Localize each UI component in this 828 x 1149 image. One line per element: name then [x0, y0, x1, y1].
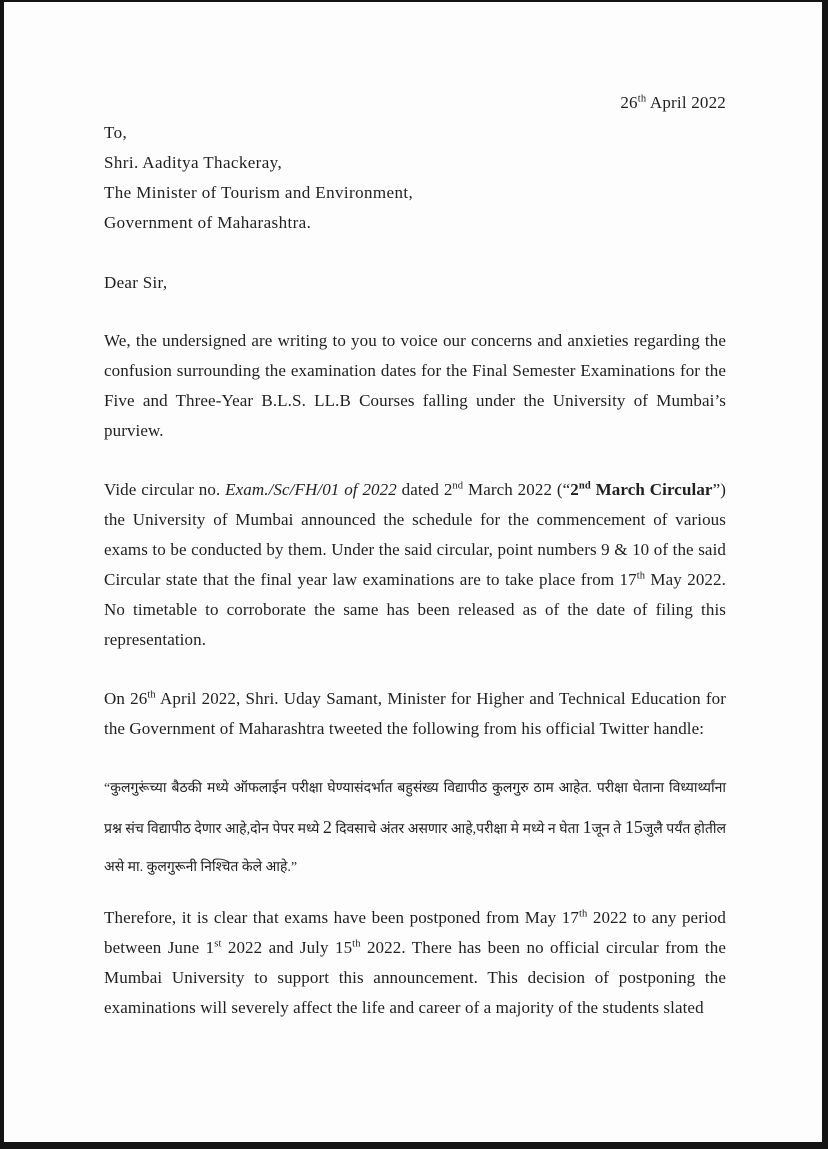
superscript: th	[147, 689, 156, 701]
numeral-segment: 15	[624, 817, 643, 837]
marathi-quote	[104, 770, 726, 887]
text-segment: 2022 to any period between June 1	[104, 908, 726, 957]
text-segment: दिवसाचे अंतर असणार आहे,परीक्षा मे मध्ये न घेता	[331, 822, 583, 837]
bold-superscript: nd	[578, 480, 591, 492]
text-segment: “कुलगुरूंच्या बैठकी मध्ये ऑफलाईन परीक्षा घेण्यासंदर्भात बहुसंख्य विद्यापीठ कुलगुरु ठाम आहेत. परीक्षा घेताना विध्यार्थ्यांना प्रश्न संच विद्यापीठ देणार आहे,दोन पेपर मध्ये	[104, 781, 726, 837]
page-edge-bottom	[0, 1142, 828, 1149]
superscript: th	[636, 570, 646, 582]
superscript: th	[352, 938, 361, 950]
address-line: The Minister of Tourism and Environment,	[104, 183, 414, 202]
paragraph-tweet	[104, 684, 726, 744]
bold-segment: March Circular	[590, 480, 713, 499]
letter-date	[104, 88, 726, 118]
text-segment: April 2022	[646, 93, 726, 112]
text-segment: 2022. There has been no official circular from the Mumbai University to support this announcement. This decision of postponing the examinations will severely affect the life and career of a majority of the students slated	[104, 938, 726, 1017]
superscript: st	[214, 938, 222, 950]
superscript: th	[578, 908, 588, 920]
numeral-segment: 2	[322, 817, 332, 837]
text-segment: March 2022 (“	[463, 480, 571, 499]
text-segment: जून ते	[591, 822, 625, 837]
date-superscript: th	[637, 93, 647, 105]
numeral-segment: 1	[582, 817, 592, 837]
text-segment: 2022 and July 15	[221, 938, 353, 957]
page-edge-right	[822, 0, 828, 1149]
letter-content	[104, 0, 726, 1023]
text-segment: April 2022, Shri. Uday Samant, Minister for Higher and Technical Education for the Government of Maharashtra tweeted the following from his official Twitter handle:	[104, 689, 726, 738]
text-segment: May 2022. No timetable to corroborate the same has been released as of the date of filing this representation.	[104, 570, 726, 649]
address-line: Government of Maharashtra.	[104, 213, 312, 232]
paragraph-circular	[104, 475, 726, 655]
bold-segment: 2	[570, 480, 579, 499]
paragraph-conclusion	[104, 903, 726, 1023]
address-line: Shri. Aaditya Thackeray,	[104, 153, 283, 172]
address-line: To,	[104, 123, 128, 142]
text-segment: ”) the University of Mumbai announced the schedule for the commencement of various exams to be conducted by them. Under the said circular, point numbers 9 & 10 of the said Circular state that the final year law examinations are to take place from 17	[104, 480, 726, 589]
text-segment: dated 2	[396, 480, 453, 499]
text-segment: Therefore, it is clear that exams have been postponed from May 17	[104, 908, 579, 927]
salutation: Dear Sir,	[104, 273, 168, 292]
paragraph-intro: We, the undersigned are writing to you to voice our concerns and anxieties regarding the confusion surrounding the examination dates for the Final Semester Examinations for the Five and Three-Year B.L.S. LL.B Courses falling under the University of Mumbai’s purview.	[104, 331, 726, 440]
text-segment: Vide circular no.	[104, 480, 226, 499]
address-block	[104, 118, 726, 238]
text-segment: जुलै पर्यंत होतील असे मा. कुलगुरूनी निश्चित केले आहे.”	[104, 822, 726, 875]
superscript: nd	[452, 480, 464, 492]
page-edge-left	[0, 0, 4, 1149]
italic-segment: Exam./Sc/FH/01 of 2022	[225, 480, 397, 499]
text-segment: On 26	[104, 689, 148, 708]
text-segment: 26	[620, 93, 638, 112]
